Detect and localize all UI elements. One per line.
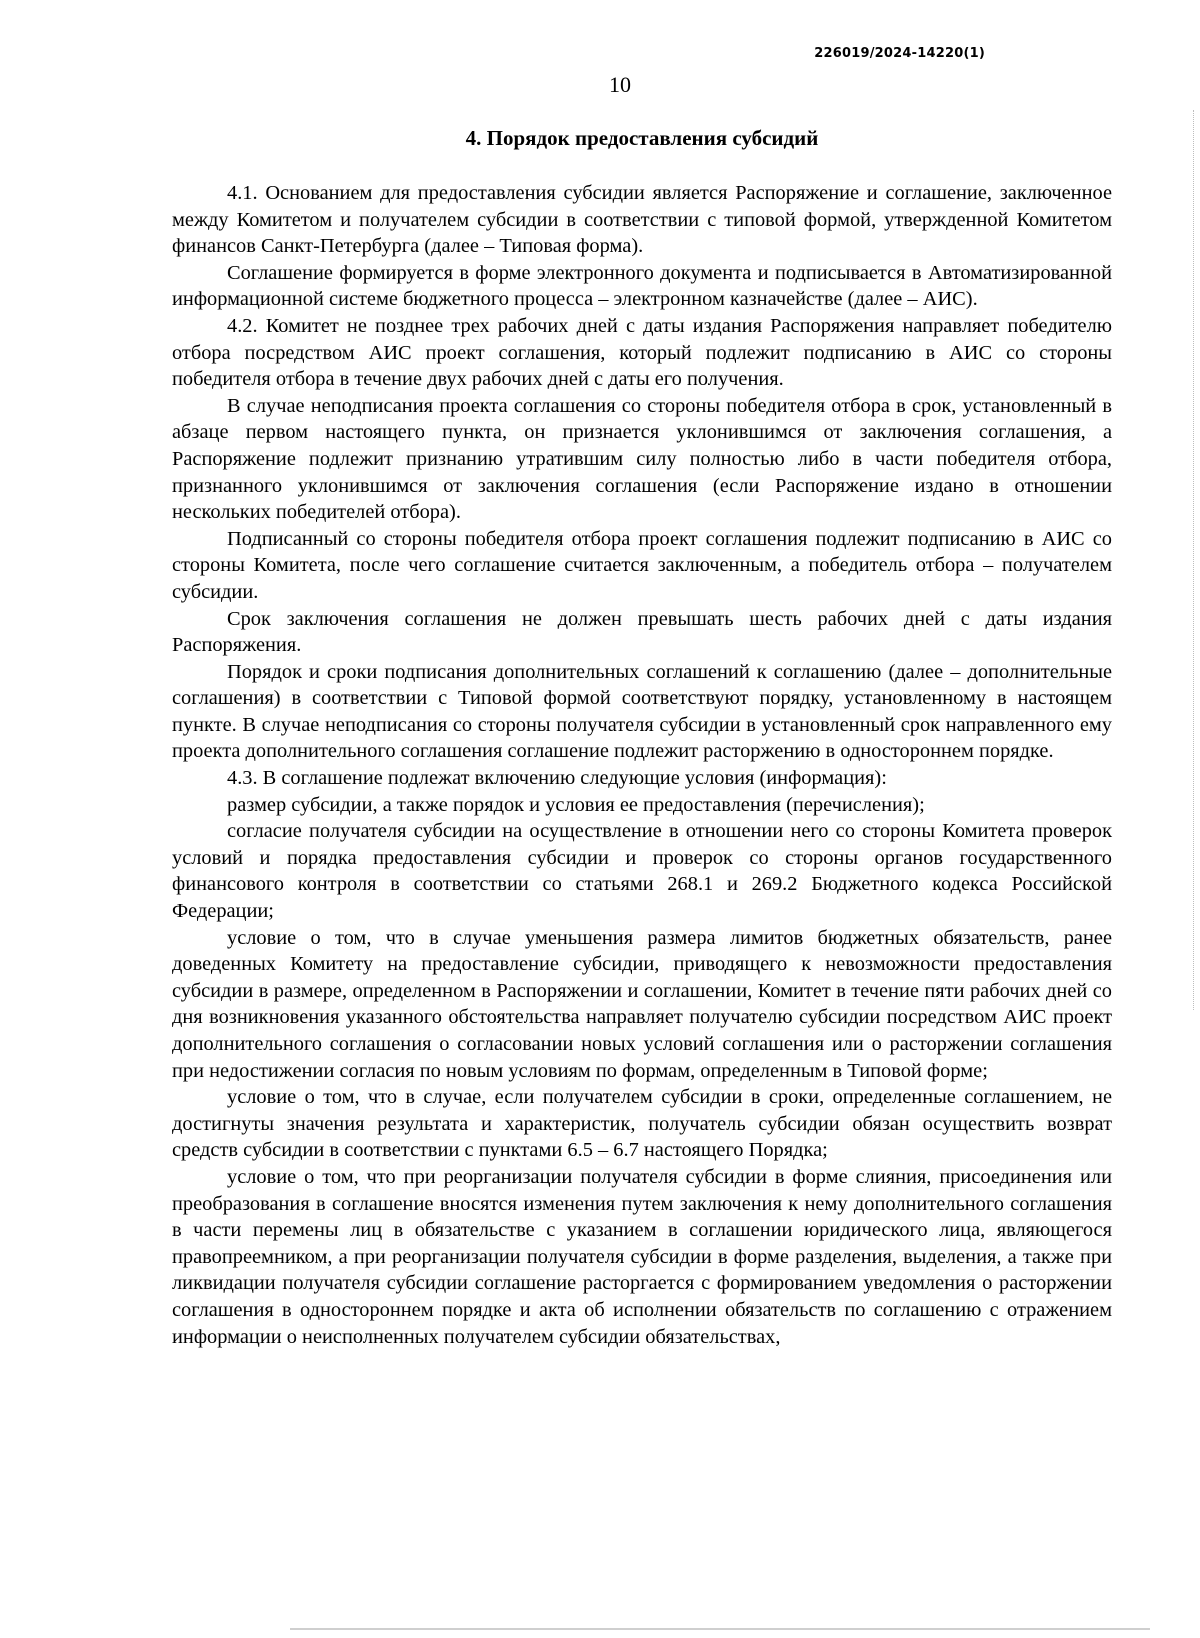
paragraph-electronic-document: Соглашение формируется в форме электронного документа и подписывается в Автоматизированной информационной системе бюджетного процесса – электронном казначействе (далее – АИС). [172, 261, 1112, 311]
paragraph-return-funds: условие о том, что в случае, если получателем субсидии в сроки, определенные соглашением, не достигнуты значения результата и характеристик, получатель субсидии обязан осуществить возврат средств субсидии в соответствии с пунктами 6.5 – 6.7 настоящего Порядка; [172, 1086, 1112, 1162]
scan-edge-right [1191, 110, 1194, 1010]
page-number: 10 [609, 72, 631, 97]
document-body [172, 180, 1112, 1350]
paragraph-additional-agreements: Порядок и сроки подписания дополнительных соглашений к соглашению (далее – дополнительные соглашения) в соответствии с Типовой формой соответствуют порядку, установленному в настоящем пункте. В случае неподписания со стороны получателя субсидии в установленный срок направленного ему проекта дополнительного соглашения соглашение подлежит расторжению в одностороннем порядке. [172, 660, 1112, 763]
paragraph-term: Срок заключения соглашения не должен превышать шесть рабочих дней с даты издания Распоряжения. [172, 607, 1112, 657]
document-id: 226019/2024-14220(1) [814, 46, 985, 61]
paragraph-4-2: 4.2. Комитет не позднее трех рабочих дней с даты издания Распоряжения направляет победителю отбора посредством АИС проект соглашения, который подлежит подписанию в АИС со стороны победителя отбора в течение двух рабочих дней с даты его получения. [172, 314, 1112, 391]
paragraph-limit-reduction: условие о том, что в случае уменьшения размера лимитов бюджетных обязательств, ранее доведенных Комитету на предоставление субсидии, приводящего к невозможности предоставления субсидии в размере, определенном в Распоряжении и соглашении, Комитет в течение пяти рабочих дней со дня возникновения указанного обстоятельства направляет получателю субсидии посредством АИС проект дополнительного соглашения о согласовании новых условий соглашения или о расторжении соглашения при недостижении согласия по новым условиям по формам, определенным в Типовой форме; [172, 926, 1112, 1082]
paragraph-non-signing: В случае неподписания проекта соглашения со стороны победителя отбора в срок, установленный в абзаце первом настоящего пункта, он признается уклонившимся от заключения соглашения, а Распоряжение подлежит признанию утратившим силу полностью либо в части победителя отбора, признанного уклонившимся от заключения соглашения (если Распоряжение издано в отношении нескольких победителей отбора). [172, 394, 1112, 524]
paragraph-reorganization: условие о том, что при реорганизации получателя субсидии в форме слияния, присоединения или преобразования в соглашение вносятся изменения путем заключения к нему дополнительного соглашения в части перемены лиц в обязательстве с указанием в соглашении юридического лица, являющегося правопреемником, а при реорганизации получателя субсидии в форме разделения, выделения, а также при ликвидации получателя субсидии соглашение расторгается с формированием уведомления о расторжении соглашения в одностороннем порядке и акта об исполнении обязательств по соглашению с отражением информации о неисполненных получателем субсидии обязательствах, [172, 1165, 1112, 1348]
scan-edge-bottom [290, 1628, 1150, 1630]
paragraph-4-1: 4.1. Основанием для предоставления субсидии является Распоряжение и соглашение, заключенное между Комитетом и получателем субсидии в соответствии с типовой формой, утвержденной Комитетом финансов Санкт-Петербурга (далее – Типовая форма). [172, 182, 1112, 258]
section-title: 4. Порядок предоставления субсидий [465, 126, 819, 150]
paragraph-consent-checks: согласие получателя субсидии на осуществление в отношении него со стороны Комитета проверок условий и порядка предоставления субсидии и проверок со стороны органов государственного финансового контроля в соответствии со статьями 268.1 и 269.2 Бюджетного кодекса Российской Федерации; [172, 820, 1112, 923]
paragraph-signed-project: Подписанный со стороны победителя отбора проект соглашения подлежит подписанию в АИС со стороны Комитета, после чего соглашение считается заключенным, а победитель отбора – получателем субсидии. [172, 527, 1112, 603]
paragraph-subsidy-size: размер субсидии, а также порядок и условия ее предоставления (перечисления); [227, 793, 925, 816]
paragraph-4-3: 4.3. В соглашение подлежат включению следующие условия (информация): [227, 767, 887, 790]
